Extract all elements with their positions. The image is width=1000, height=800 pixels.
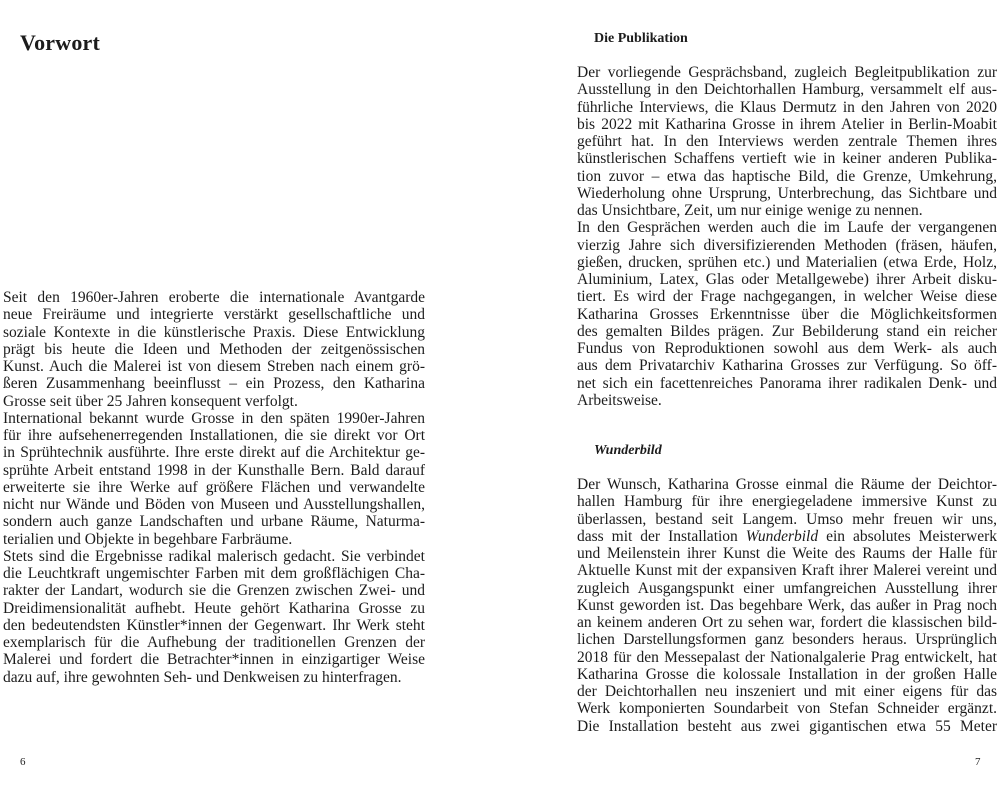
text-line: bis 2022 mit Katharina Grosse in ihrem Atelier in Berlin-Moabit bbox=[577, 115, 997, 133]
text-line: Der Wunsch, Katharina Grosse einmal die Räume der Deichtor- bbox=[577, 476, 997, 493]
text-line: sprühte Arbeit entstand 1998 in der Kunsthalle Bern. Bald darauf bbox=[3, 461, 425, 479]
text-line: und Meilenstein ihrer Kunst die Weite des Raums der Halle für bbox=[577, 545, 997, 562]
text-line: in Sprühtechnik ausführte. Ihre erste direkt auf die Architektur ge- bbox=[3, 444, 425, 462]
right-page bbox=[500, 0, 1000, 800]
wunderbild-body bbox=[577, 476, 997, 735]
text-line: für ihre aufsehenerregenden Installationen, die sie direkt vor Ort bbox=[3, 427, 425, 444]
text-line: vierzig Jahre sich diversifizierenden Methoden (fräsen, häufen, bbox=[577, 236, 997, 254]
text-line: erweiterte sie ihre Werke auf größere Flächen und verwandelte bbox=[3, 478, 425, 496]
text-line: die Leuchtkraft ungemischter Farben mit dem großflächigen Cha- bbox=[3, 565, 425, 582]
text-line: aus dem Privatarchiv Katharina Grosses zur Verfügung. So öff- bbox=[577, 357, 997, 375]
text-line: tion zuvor – etwa das haptische Bild, die Grenze, Umkehrung, bbox=[577, 167, 997, 185]
text-line: nicht nur Wände und Böden von Museen und Ausstellungshallen, bbox=[3, 496, 425, 513]
text-line: prägt bis heute die Ideen und Methoden der zeitgenössischen bbox=[3, 340, 425, 358]
text-line: gießen, drucken, sprühen etc.) und Materialien (etwa Erde, Holz, bbox=[577, 253, 997, 271]
text-line: zugleich Ausgangspunkt einer umfangreichen Ausstellung ihrer bbox=[577, 579, 997, 597]
text-line: der Deichtorhallen neu inszeniert und mit einer eigens für das bbox=[577, 683, 997, 700]
text-line bbox=[577, 528, 997, 545]
text-segment: ein absolutes Meisterwerk bbox=[818, 527, 997, 545]
text-line: Grosse seit über 25 Jahren konsequent verfolgt. bbox=[3, 392, 298, 410]
paragraph bbox=[3, 289, 425, 410]
text-line: 2018 für den Messepalast der Nationalgalerie Prag entwickelt, hat bbox=[577, 648, 997, 666]
section-title-publication: Die Publikation bbox=[594, 31, 688, 46]
text-line: des gemalten Bildes prägen. Zur Bebilderung stand ein reicher bbox=[577, 322, 997, 340]
paragraph bbox=[577, 219, 997, 409]
text-line: International bekannt wurde Grosse in den späten 1990er-Jahren bbox=[3, 409, 425, 427]
paragraph bbox=[3, 548, 425, 686]
text-line: Fundus von Reproduktionen sowohl aus dem Werk- als auch bbox=[577, 340, 997, 357]
text-line: Stets sind die Ergebnisse radikal malerisch gedacht. Sie verbindet bbox=[3, 547, 425, 565]
paragraph bbox=[577, 476, 997, 735]
section-title-wunderbild: Wunderbild bbox=[594, 443, 662, 458]
text-line: exemplarisch für die Aufhebung der traditionellen Grenzen der bbox=[3, 634, 425, 651]
text-line: geführt hat. In den Interviews werden zentrale Themen ihres bbox=[577, 133, 997, 150]
text-line: terialien und Objekte in begehbare Farbräume. bbox=[3, 530, 293, 548]
text-line: Ausstellung in den Deichtorhallen Hamburg, versammelt elf aus- bbox=[577, 81, 997, 99]
text-line: neue Freiräume und integrierte verstärkt gesellschaftliche und bbox=[3, 306, 425, 324]
text-line: net sich ein facettenreiches Panorama ihrer radikalen Denk- und bbox=[577, 374, 997, 392]
text-line: ßeren Zusammenhang beeinflusst – ein Prozess, den Katharina bbox=[3, 375, 425, 393]
text-line: an keinem anderen Ort zu sehen war, fordert die klassischen bild- bbox=[577, 614, 997, 631]
text-line: überlassen, bestand seit Langem. Umso mehr freuen wir uns, bbox=[577, 510, 997, 528]
text-line: Seit den 1960er-Jahren eroberte die internationale Avantgarde bbox=[3, 289, 425, 306]
text-line: soziale Kontexte in die künstlerische Praxis. Diese Entwicklung bbox=[3, 323, 425, 341]
text-line: Der vorliegende Gesprächsband, zugleich Begleitpublikation zur bbox=[577, 64, 997, 81]
foreword-body bbox=[3, 289, 425, 686]
text-line: hallen Hamburg für ihre energiegeladene immersive Kunst zu bbox=[577, 493, 997, 511]
text-line: künstlerischen Schaffens vertieft wie in keiner anderen Publika- bbox=[577, 150, 997, 168]
paragraph bbox=[577, 64, 997, 219]
text-line: Wiederholung ohne Ursprung, Unterbrechung, das Sichtbare und bbox=[577, 184, 997, 202]
text-line: dazu auf, ihre gewohnten Seh- und Denkweisen zu hinterfragen. bbox=[3, 668, 402, 686]
text-line: tiert. Es wird der Frage nachgegangen, in welcher Weise diese bbox=[577, 288, 997, 306]
text-line: den bedeutendsten Künstler*innen der Gegenwart. Ihr Werk steht bbox=[3, 616, 425, 634]
chapter-title: Vorwort bbox=[20, 30, 101, 55]
text-line: Kunst. Auch die Malerei ist von diesem Streben nach einem grö- bbox=[3, 358, 425, 375]
text-line: lichen Darstellungsformen ganz besonders heraus. Ursprünglich bbox=[577, 631, 997, 649]
text-line: Katharina Grosse die kolossale Installation in der großen Halle bbox=[577, 665, 997, 683]
text-line: Malerei und fordert die Betrachter*innen in einzigartiger Weise bbox=[3, 651, 425, 669]
text-line: Aktuelle Kunst mit der expansiven Kraft ihrer Malerei vereint und bbox=[577, 562, 997, 580]
text-line: Arbeitsweise. bbox=[577, 391, 662, 409]
text-line: das Unsichtbare, Zeit, um nur einige wenige zu nennen. bbox=[577, 202, 923, 219]
text-line: In den Gesprächen werden auch die im Laufe der vergangenen bbox=[577, 219, 997, 237]
text-line: Die Installation besteht aus zwei gigantischen etwa 55 Meter bbox=[577, 717, 997, 735]
page-number: 7 bbox=[975, 756, 981, 768]
text-line: sondern auch ganze Landschaften und urbane Räume, Naturma- bbox=[3, 513, 425, 531]
text-line: rakter der Landart, wodurch sie die Grenzen zwischen Zwei- und bbox=[3, 582, 425, 600]
text-line: Aluminium, Latex, Glas oder Metallgewebe) ihrer Arbeit disku- bbox=[577, 271, 997, 288]
text-line: Werk komponierten Soundarbeit von Stefan Schneider ergänzt. bbox=[577, 700, 997, 718]
italic-work-title: Wunderbild bbox=[745, 527, 819, 545]
text-line: Katharina Grosses Erkenntnisse über die Möglichkeitsformen bbox=[577, 305, 997, 323]
text-line: führliche Interviews, die Klaus Dermutz in den Jahren von 2020 bbox=[577, 98, 997, 116]
text-segment: dass mit der Installation bbox=[577, 527, 746, 545]
page-number: 6 bbox=[20, 756, 26, 768]
publication-body bbox=[577, 64, 997, 409]
paragraph bbox=[3, 410, 425, 548]
text-line: Kunst geworden ist. Das begehbare Werk, das außer in Prag noch bbox=[577, 596, 997, 614]
text-line: Dreidimensionalität aufhebt. Heute gehört Katharina Grosse zu bbox=[3, 599, 425, 617]
